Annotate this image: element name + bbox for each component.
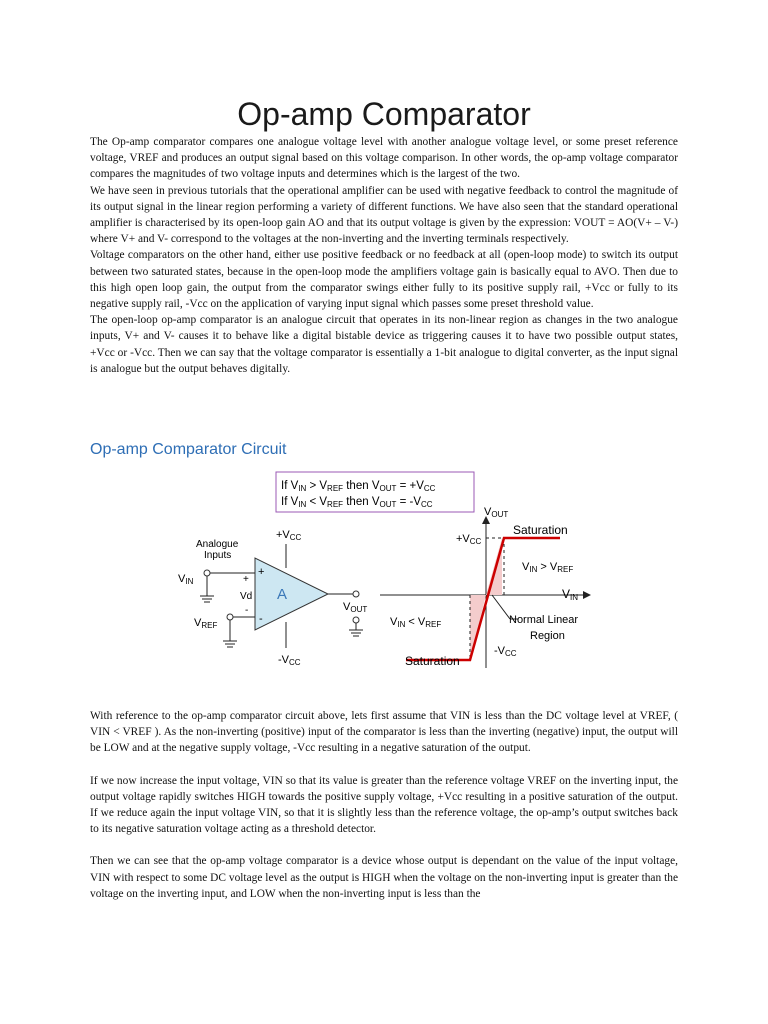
comparator-figure (90, 470, 678, 670)
saturation-bottom-label: Saturation (405, 654, 460, 668)
vin-node (204, 570, 210, 576)
paragraph: If we now increase the input voltage, VIN so that its value is greater than the reference voltage VREF on the inverting input, the output voltage rapidly switches HIGH towards the positive supply voltage, +Vcc resulting in a positive saturation of the output. If we reduce again the input voltage VIN, so that it is slightly less than the reference voltage, the op-amp’s output switches back to its negative saturation voltage acting as a threshold detector. (90, 774, 678, 836)
body-text (90, 708, 678, 918)
graph-minus-vcc-label: -VCC (494, 645, 517, 658)
normal-linear-label: Normal Linear (509, 614, 579, 626)
vin-gt-vref-label: VIN > VREF (522, 561, 574, 574)
vout-node (353, 591, 359, 597)
paragraph: With reference to the op-amp comparator circuit above, lets first assume that VIN is less than the DC voltage level at VREF, ( VIN < VREF ). As the non-inverting (positive) input of the comparator is less than the inverting (negative) input, the output will be LOW and at the negative supply voltage, -Vcc resulting in a negative saturation of the output. (90, 710, 678, 755)
linear-region-right (486, 538, 502, 595)
minus-terminal-label: - (259, 613, 263, 625)
amp-label: A (277, 586, 288, 603)
paragraph: The Op-amp comparator compares one analogue voltage level with another analogue voltage level, or some preset reference voltage, VREF and produces an output signal based on this voltage comparison. In other words, the op-amp voltage comparator compares the magnitudes of two voltage inputs and determines which is the largest of the two. (90, 136, 678, 181)
opamp-triangle (255, 558, 328, 630)
paragraph: We have seen in previous tutorials that the operational amplifier can be used with negative feedback to control the magnitude of its output signal in the linear region performing a variety of different functions. We have also seen that the standard operational amplifier is characterised by its open-loop gain AO and that its output voltage is given by the expression: VOUT = AO(V+ – V-) where V+ and V- correspond to the voltages at the non-inverting and the inverting terminals respectively. (90, 184, 678, 246)
region-label: Region (530, 630, 565, 642)
rule-2: If VIN < VREF then VOUT = -VCC (281, 496, 433, 509)
minus-vcc-label: -VCC (278, 654, 301, 667)
out-ground-node (353, 617, 359, 623)
vref-label: VREF (194, 617, 218, 630)
section-heading: Op-amp Comparator Circuit (90, 441, 287, 458)
paragraph: Voltage comparators on the other hand, either use positive feedback or no feedback at all (open-loop mode) to switch its output between two saturated states, because in the open-loop mode the amplifiers voltage gain is basically equal to AVO. Then due to this high open loop gain, the output from the comparator swings either fully to its positive supply rail, +Vcc or fully to its negative supply rail, -Vcc on the application of varying input signal which passes some preset threshold value. (90, 249, 678, 311)
vref-node (227, 614, 233, 620)
pointer-line (492, 595, 510, 619)
vd-label: Vd (240, 591, 253, 602)
graph-vin-label: VIN (562, 587, 579, 602)
plus-vcc-label: +VCC (276, 529, 302, 542)
vin-label: VIN (178, 573, 194, 586)
x-axis-arrow (583, 591, 591, 599)
graph-vout-label: VOUT (484, 506, 509, 519)
plus-sign: + (243, 574, 249, 585)
vout-label: VOUT (343, 601, 368, 614)
analogue-label: Analogue (196, 539, 239, 550)
paragraph: The open-loop op-amp comparator is an analogue circuit that operates in its non-linear region as changes in the two analogue inputs, V+ and V- causes it to behave like a digital bistable device as triggering causes it to have two possible output states, +Vcc or -Vcc. Then we can say that the voltage comparator is essentially a 1-bit analogue to digital converter, as the input signal is analogue but the output behaves digitally. (90, 314, 678, 375)
inputs-label: Inputs (204, 550, 232, 561)
graph-plus-vcc-label: +VCC (456, 533, 482, 546)
rule-1: If VIN > VREF then VOUT = +VCC (281, 480, 436, 493)
saturation-top-label: Saturation (513, 523, 568, 537)
plus-terminal-label: + (258, 566, 265, 578)
page-title: Op-amp Comparator (237, 96, 531, 132)
intro-text (90, 134, 678, 377)
minus-sign: - (245, 605, 249, 616)
paragraph: Then we can see that the op-amp voltage comparator is a device whose output is dependant on the value of the input voltage, VIN with respect to some DC voltage level as the output is HIGH when the voltage on the non-inverting input is greater than the voltage on the inverting input, and LOW when the non-inverting input is less than the (90, 855, 678, 900)
vin-lt-vref-label: VIN < VREF (390, 616, 442, 629)
